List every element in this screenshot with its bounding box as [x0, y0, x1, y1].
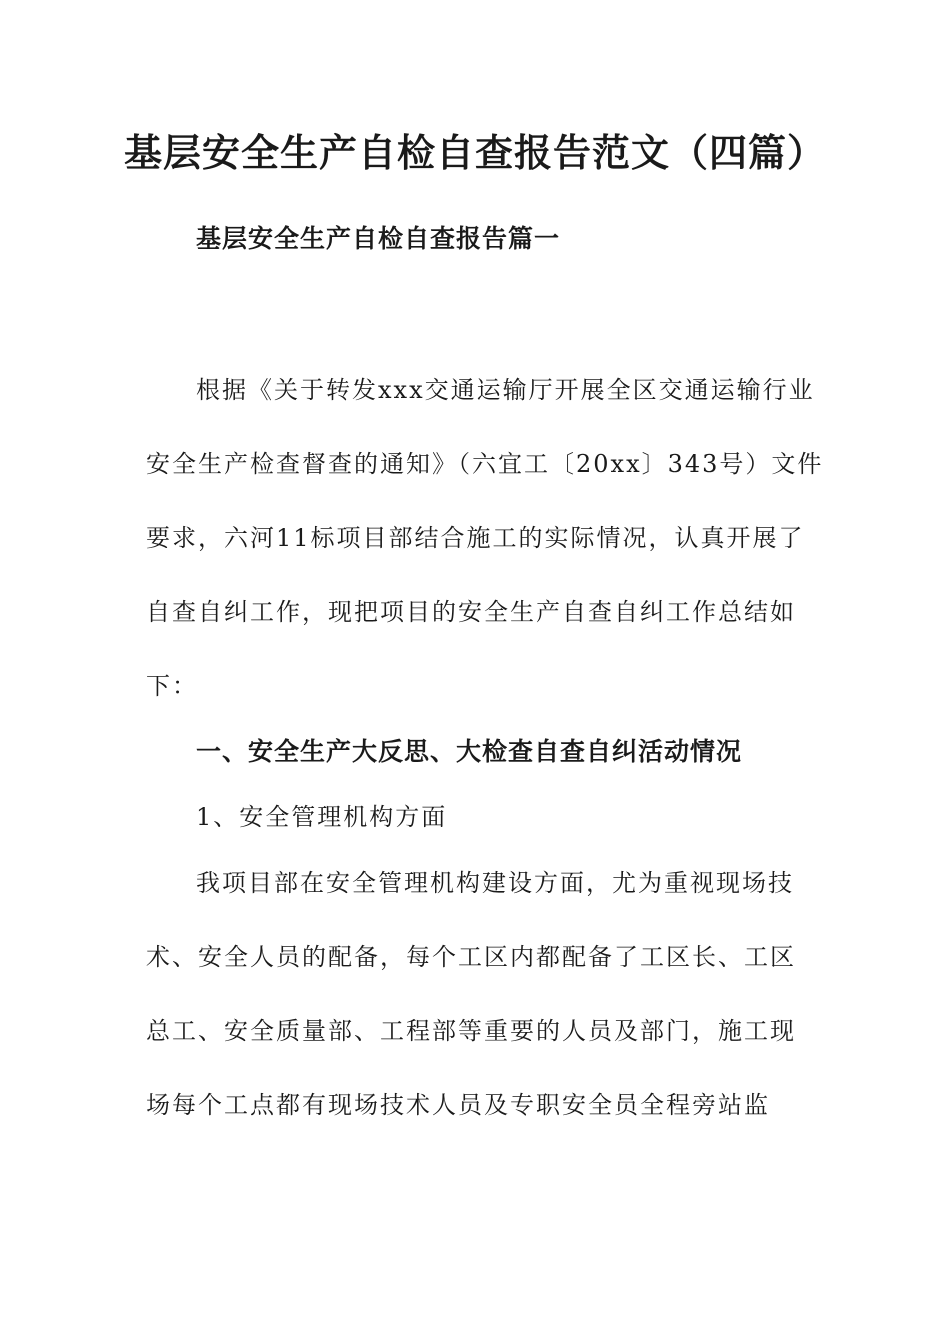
paragraph-line: 下： [146, 672, 198, 700]
paragraph-line: 要求，六河11标项目部结合施工的实际情况，认真开展了 [146, 524, 805, 552]
paragraph-line: 术、安全人员的配备，每个工区内都配备了工区长、工区 [146, 943, 796, 971]
document-title: 基层安全生产自检自查报告范文（四篇） [123, 130, 826, 175]
paragraph-line: 自查自纠工作，现把项目的安全生产自查自纠工作总结如 [146, 598, 796, 626]
paragraph-line: 总工、安全质量部、工程部等重要的人员及部门，施工现 [146, 1017, 796, 1045]
subheading: 一、安全生产大反思、大检查自查自纠活动情况 [196, 737, 743, 766]
paragraph-line: 根据《关于转发xxx交通运输厅开展全区交通运输行业 [196, 376, 815, 404]
paragraph-line: 场每个工点都有现场技术人员及专职安全员全程旁站监 [146, 1091, 770, 1119]
paragraph-intro [146, 373, 824, 743]
list-item: 1、安全管理机构方面 [196, 803, 448, 831]
paragraph-body [146, 866, 816, 1162]
paragraph-line: 安全生产检查督查的通知》（六宜工〔20xx〕343号）文件 [146, 450, 824, 478]
section-heading: 基层安全生产自检自查报告篇一 [196, 224, 561, 253]
paragraph-line: 我项目部在安全管理机构建设方面，尤为重视现场技 [196, 869, 794, 897]
